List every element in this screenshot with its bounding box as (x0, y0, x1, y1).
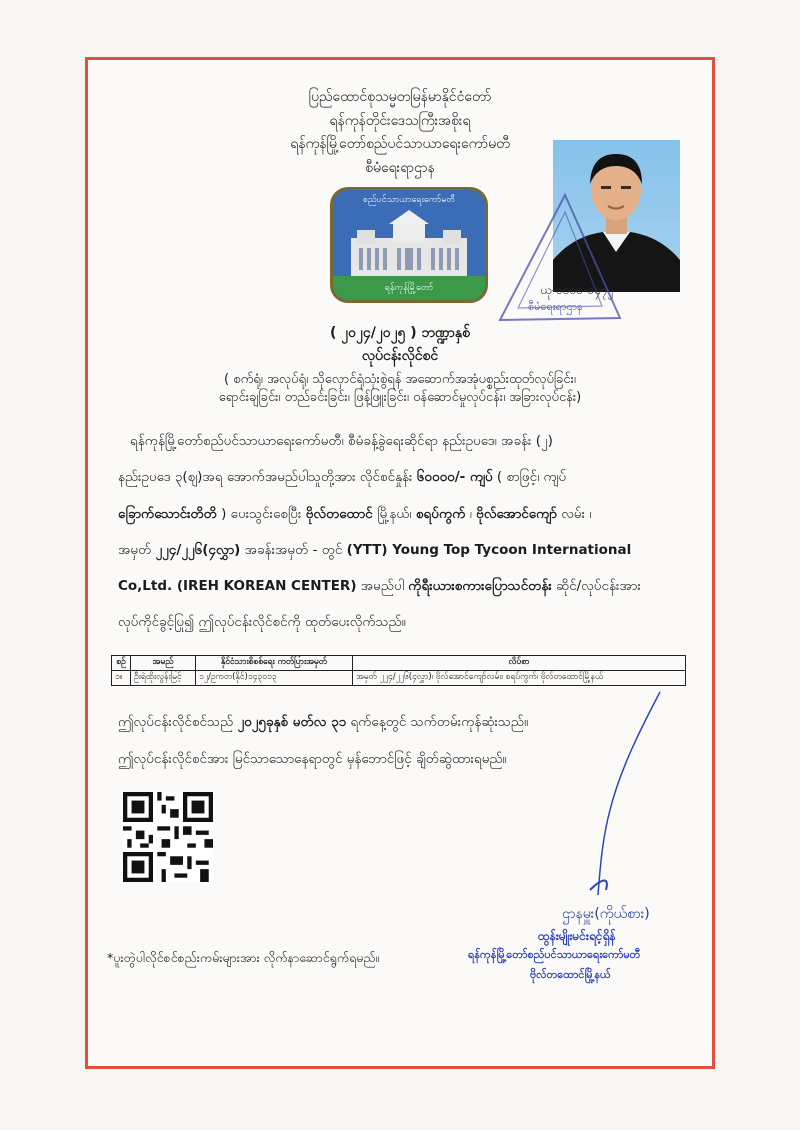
footer-rules-note: *ပူးတွဲပါလိုင်စင်စည်းကမ်းများအား လိုက်နာဆောင်ရွက်ရမည်။ (107, 950, 380, 965)
table-header: လိပ်စာ (353, 656, 686, 671)
city-hall-logo (330, 187, 488, 303)
license-scope-line1: ( စက်ရုံ၊ အလုပ်ရုံ၊ သိုလှောင်ရုံသုံးစွဲရန် အဆောက်အအုံပစ္စည်းထုတ်လုပ်ခြင်း၊ (224, 372, 576, 387)
table-row (112, 671, 686, 686)
logo-top-text: စည်ပင်သာယာရေးကော်မတီ (362, 195, 456, 205)
license-title: လုပ်ငန်းလိုင်စင် (361, 348, 439, 364)
fiscal-year-title: ( ၂၀၂၄/၂၀၂၅ ) ဘဏ္ဍာနှစ် (330, 325, 470, 341)
body-paragraph-line3 (118, 505, 592, 525)
body-paragraph-line2 (118, 468, 566, 488)
table-cell: ၁။ (112, 671, 131, 686)
header-department: စီမံရေးရာဌာန (365, 160, 435, 176)
fee-words-open: ( စာဖြင့်၊ ကျပ် (492, 469, 567, 485)
header-country: ပြည်ထောင်စုသမ္မတမြန်မာနိုင်ငံတော် (308, 89, 492, 105)
expiry-line (118, 713, 528, 733)
table-header: စဉ် (112, 656, 131, 671)
shop-label: ဆိုင်/လုပ်ငန်းအား (551, 578, 641, 594)
display-instruction: ဤလုပ်ငန်းလိုင်စင်အား မြင်သာသောနေရာတွင် မှန်ဘောင်ဖြင့် ချိတ်ဆွဲထားရမည်။ (118, 751, 507, 767)
street-name: ဗိုလ်အောင်ကျော် (476, 506, 557, 522)
license-scope-line2: ရောင်းချခြင်း၊ တည်ခင်းခြင်း၊ ဖြန့်ဖြူးခြင်း၊ ဝန်ဆောင်မှုလုပ်ငန်း၊ အခြားလုပ်ငန်း) (218, 390, 582, 405)
table-cell: ၁၂/ဥကတ(နိုင်)၁၄၃၀၁၃ (196, 671, 353, 686)
signatory-name: ထွန်းမျိုးမင်းရင့်ရှိန် (538, 929, 616, 943)
body-paragraph-line4 (118, 541, 631, 561)
table-cell: အမှတ် ၂၂၄/၂၂၆(၄လွှာ)၊ ဗိုလ်အောင်ကျော်လမ်း၊ စရပ်ကွက်၊ ဗိုလ်တထောင်မြို့နယ် (353, 671, 686, 686)
official-seal-stamp (480, 190, 630, 340)
license-fee: ၆၀၀၀၀/- ကျပ် (416, 469, 493, 485)
signatory-township: ဗိုလ်တထောင်မြို့နယ် (530, 968, 611, 981)
stamp-department-text: စီမံရေးရာဌာန (528, 300, 583, 313)
street-label: လမ်း ၊ (556, 506, 592, 522)
logo-bottom-text: ရန်ကုန်မြို့တော် (333, 276, 485, 300)
qr-code-icon (123, 792, 213, 882)
table-header-row (112, 656, 686, 671)
signatory-title: ဌာနမှူး(ကိုယ်စား) (562, 906, 650, 922)
township-name: ဗိုလ်တထောင် (305, 506, 378, 522)
licensee-table (111, 655, 686, 686)
city-hall-building-icon (333, 208, 485, 278)
named-label: အမည်ပါ (356, 578, 409, 594)
township-label: မြို့နယ်၊ (377, 506, 416, 522)
body-paragraph-line1: ရန်ကုန်မြို့တော်စည်ပင်သာယာရေးကော်မတီ၊ စီမံခန့်ခွဲရေးဆိုင်ရာ နည်းဥပဒေ၊ အခန်း (၂) (130, 433, 553, 449)
signatory-office: ရန်ကုန်မြို့တော်စည်ပင်သာယာရေးကော်မတီ (468, 948, 641, 961)
number-label: အမှတ် (118, 542, 156, 558)
expiry-label: ဤလုပ်ငန်းလိုင်စင်သည် (118, 714, 238, 730)
ward-name: စရပ်ကွက် (415, 506, 466, 522)
header-region: ရန်ကုန်တိုင်းဒေသကြီးအစိုးရ (329, 113, 471, 129)
company-name-cont: Co,Ltd. (IREH KOREAN CENTER) (118, 578, 357, 594)
expiry-suffix: ရက်နေ့တွင် သက်တမ်းကုန်ဆုံးသည်။ (346, 714, 529, 730)
fee-in-words: ခြောက်သောင်းတိတိ (118, 506, 217, 522)
rule-text: နည်းဥပဒေ ၃(ဈ)အရ အောက်အမည်ပါသူတို့အား လိုင်စင်နှုန်း (118, 469, 417, 485)
signature-stroke (560, 690, 670, 910)
header-committee: ရန်ကုန်မြို့တော်စည်ပင်သာယာရေးကော်မတီ (290, 136, 510, 152)
table-header: အမည် (131, 656, 196, 671)
stamp-number-text: ယု-၁၀၀၀-၁၄၇၂ (540, 283, 614, 297)
business-type: ကိုရီးယားစကားပြောသင်တန်း (408, 578, 552, 594)
body-paragraph-line6: လုပ်ကိုင်ခွင့်ပြု၍ ဤလုပ်ငန်းလိုင်စင်ကို ထုတ်ပေးလိုက်သည်။ (118, 614, 406, 630)
body-paragraph-line5 (118, 577, 641, 597)
table-header: နိုင်ငံသားစိစစ်ရေး ကတ်ပြားအမှတ် (196, 656, 353, 671)
room-label: အခန်းအမှတ် - တွင် (240, 542, 347, 558)
company-name: (YTT) Young Top Tycoon International (346, 542, 632, 558)
building-number: ၂၂၄/၂၂၆(၄လွှာ) (155, 542, 241, 558)
separator: ၊ (465, 506, 477, 522)
expiry-date: ၂၀၂၅ခုနှစ် မတ်လ ၃၁ (237, 714, 347, 730)
table-cell: ဦးရဲထိုးလွန်းမြင့် (131, 671, 196, 686)
paid-text: ) ပေးသွင်းစေပြီး (216, 506, 306, 522)
